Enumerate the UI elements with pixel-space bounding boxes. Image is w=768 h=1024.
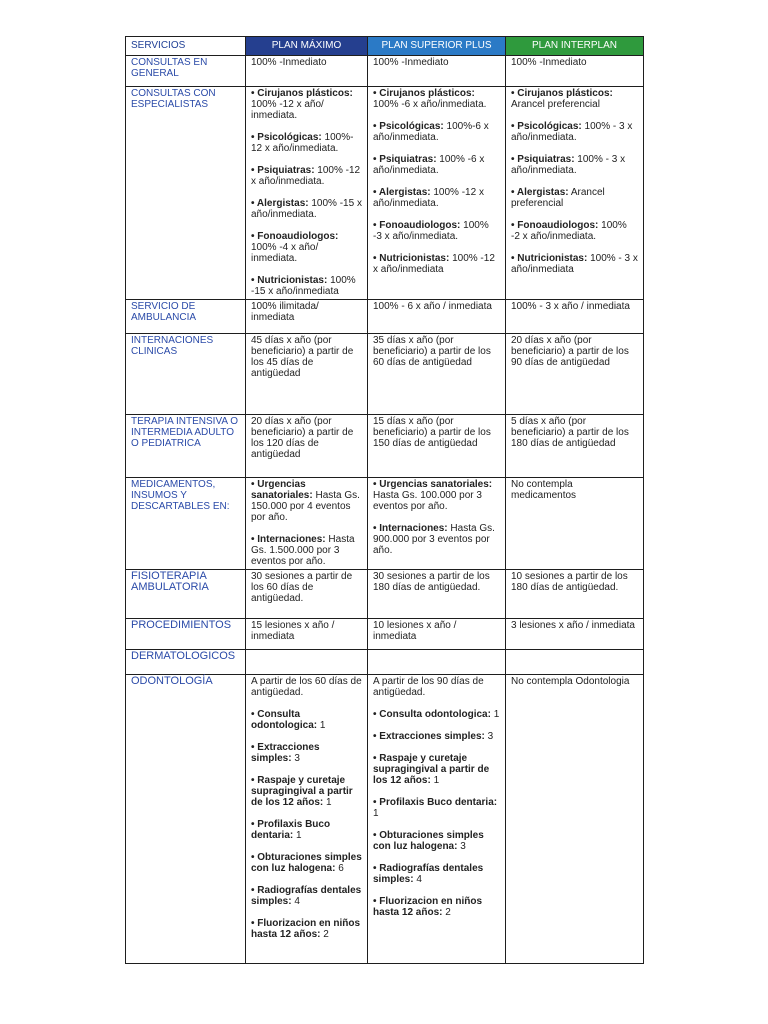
benefit-item <box>251 534 362 567</box>
benefit-item <box>511 187 638 209</box>
benefit-item <box>251 198 362 220</box>
cell-plan3: 5 días x año (por beneficiario) a partir de los 180 días de antigüedad <box>506 415 644 478</box>
benefit-item <box>251 918 362 940</box>
cell-plan3: 10 sesiones a partir de los 180 días de antigüedad. <box>506 570 644 619</box>
table-row <box>126 56 644 87</box>
benefit-name: • Nutricionistas: <box>511 253 588 264</box>
benefit-name: • Profilaxis Buco dentaria: <box>251 819 331 841</box>
benefit-value: 4 <box>413 874 422 885</box>
benefit-item <box>373 830 500 852</box>
benefit-value: 1 <box>373 808 379 819</box>
row-label-dermatologicos: DERMATOLOGICOS <box>126 650 246 675</box>
benefit-name: • Cirujanos plásticos: <box>373 88 475 99</box>
benefit-name: • Nutricionistas: <box>251 275 328 286</box>
benefit-name: • Fonoaudiologos: <box>373 220 461 231</box>
cell-plan3 <box>506 650 644 675</box>
cell-plan2 <box>368 478 506 570</box>
benefit-value: 1 <box>323 797 332 808</box>
benefit-item <box>373 731 500 742</box>
cell-plan1: 30 sesiones a partir de los 60 días de antigüedad. <box>246 570 368 619</box>
benefit-value: 100% -12 x año/inmediata <box>373 253 495 275</box>
benefit-name: • Raspaje y curetaje supragingival a partir de los 12 años: <box>373 753 490 786</box>
benefit-item <box>373 121 500 143</box>
benefit-value: 100% -12 x año/inmediata. <box>373 187 484 209</box>
table-row <box>126 619 644 650</box>
cell-plan3: 3 lesiones x año / inmediata <box>506 619 644 650</box>
cell-plan3: 20 días x año (por beneficiario) a partir de los 90 días de antigüedad <box>506 334 644 415</box>
benefit-value: 100% -12 x año/ inmediata. <box>251 99 324 121</box>
benefit-item <box>251 165 362 187</box>
table-row <box>126 675 644 964</box>
row-label-terapia: TERAPIA INTENSIVA O INTERMEDIA ADULTO O PEDIATRICA <box>126 415 246 478</box>
benefit-item <box>373 797 500 819</box>
benefit-name: • Fonoaudiologos: <box>511 220 599 231</box>
benefit-value: 4 <box>291 896 300 907</box>
benefit-item <box>251 88 362 121</box>
benefit-value: 100% -6 x año/inmediata. <box>373 99 487 110</box>
benefit-name: • Alergistas: <box>511 187 569 198</box>
benefit-item <box>251 479 362 523</box>
benefit-name: • Obturaciones simples con luz halogena: <box>251 852 362 874</box>
benefit-item <box>251 275 362 297</box>
table-row <box>126 415 644 478</box>
benefit-name: • Psicológicas: <box>373 121 444 132</box>
benefit-value: 100%- 12 x año/inmediata. <box>251 132 354 154</box>
benefit-value: Hasta Gs. 150.000 por 4 eventos por año. <box>251 490 360 523</box>
header-plan-interplan: PLAN INTERPLAN <box>506 37 644 56</box>
benefit-value: 1 <box>430 775 440 786</box>
benefit-item <box>373 863 500 885</box>
cell-plan1: 100% -Inmediato <box>246 56 368 87</box>
benefit-name: • Fluorizacion en niños hasta 12 años: <box>251 918 361 940</box>
benefit-item <box>373 154 500 176</box>
benefit-item <box>251 775 362 808</box>
odontologia-list <box>373 709 500 918</box>
benefit-value: 100% -6 x año/inmediata. <box>373 154 485 176</box>
benefit-value: 1 <box>490 709 500 720</box>
benefit-value: 100% -3 x año/inmediata. <box>373 220 489 242</box>
benefit-name: • Extracciones simples: <box>251 742 320 764</box>
cell-plan3: 100% - 3 x año / inmediata <box>506 300 644 334</box>
benefit-item <box>373 523 500 556</box>
plans-comparison-table <box>125 36 644 964</box>
benefit-value: 2 <box>442 907 451 918</box>
benefit-item <box>373 709 500 720</box>
benefit-value: 1 <box>317 720 326 731</box>
benefit-name: • Extracciones simples: <box>373 731 485 742</box>
benefit-value: Hasta Gs. 100.000 por 3 eventos por año. <box>373 490 482 512</box>
benefit-item <box>373 187 500 209</box>
row-label-internaciones: INTERNACIONES CLINICAS <box>126 334 246 415</box>
benefit-name: • Internaciones: <box>373 523 448 534</box>
benefit-value: 3 <box>291 753 300 764</box>
table-row <box>126 334 644 415</box>
benefit-name: • Alergistas: <box>251 198 309 209</box>
benefit-name: • Obturaciones simples con luz halogena: <box>373 830 484 852</box>
row-label-procedimientos: PROCEDIMIENTOS <box>126 619 246 650</box>
cell-plan3 <box>506 87 644 300</box>
benefit-item <box>511 253 638 275</box>
benefit-value: 100% -4 x año/ inmediata. <box>251 242 319 264</box>
benefit-value: Arancel preferencial <box>511 187 605 209</box>
table-row <box>126 478 644 570</box>
cell-plan1: 15 lesiones x año / inmediata <box>246 619 368 650</box>
benefit-name: • Psiquiatras: <box>511 154 575 165</box>
row-label-medicamentos: MEDICAMENTOS, INSUMOS Y DESCARTABLES EN: <box>126 478 246 570</box>
benefit-item <box>373 896 500 918</box>
cell-plan2: 10 lesiones x año / inmediata <box>368 619 506 650</box>
odontologia-intro: A partir de los 90 días de antigüedad. <box>373 676 484 698</box>
benefit-value: Hasta Gs. 900.000 por 3 eventos por año. <box>373 523 495 556</box>
header-plan-superior-plus: PLAN SUPERIOR PLUS <box>368 37 506 56</box>
benefit-name: • Psiquiatras: <box>251 165 315 176</box>
cell-plan2 <box>368 675 506 964</box>
benefit-name: • Fonoaudiologos: <box>251 231 339 242</box>
benefit-name: • Raspaje y curetaje supragingival a partir de los 12 años: <box>251 775 353 808</box>
benefit-name: • Psiquiatras: <box>373 154 437 165</box>
cell-plan2: 30 sesiones a partir de los 180 días de antigüedad. <box>368 570 506 619</box>
header-plan-maximo: PLAN MÁXIMO <box>246 37 368 56</box>
cell-plan3: No contempla Odontologia <box>506 675 644 964</box>
benefit-name: • Cirujanos plásticos: <box>511 88 613 99</box>
benefit-value: 6 <box>335 863 344 874</box>
benefit-name: • Radiografías dentales simples: <box>373 863 484 885</box>
benefit-item <box>251 819 362 841</box>
benefit-name: • Cirujanos plásticos: <box>251 88 353 99</box>
benefit-name: • Consulta odontologica: <box>373 709 491 720</box>
benefit-item <box>251 231 362 264</box>
row-label-odontologia: ODONTOLOGÍA <box>126 675 246 964</box>
benefit-value: 3 <box>484 731 494 742</box>
benefit-item <box>251 132 362 154</box>
benefit-value: Arancel preferencial <box>511 99 600 110</box>
benefit-item <box>251 852 362 874</box>
cell-plan3: 100% -Inmediato <box>506 56 644 87</box>
benefit-value: 3 <box>457 841 466 852</box>
benefit-item <box>511 220 638 242</box>
benefit-item <box>373 88 500 110</box>
cell-plan3: No contempla medicamentos <box>506 478 644 570</box>
cell-plan2: 100% -Inmediato <box>368 56 506 87</box>
benefit-item <box>511 88 638 110</box>
benefit-name: • Psicológicas: <box>251 132 322 143</box>
benefit-name: • Profilaxis Buco dentaria: <box>373 797 498 808</box>
header-services: SERVICIOS <box>126 37 246 56</box>
table-row <box>126 300 644 334</box>
header-row <box>126 37 644 56</box>
benefit-item <box>373 479 500 512</box>
benefit-value: 2 <box>320 929 329 940</box>
benefit-name: • Psicológicas: <box>511 121 582 132</box>
cell-plan2: 100% - 6 x año / inmediata <box>368 300 506 334</box>
table-row <box>126 570 644 619</box>
table-row <box>126 650 644 675</box>
benefit-name: • Urgencias sanatoriales: <box>373 479 493 490</box>
benefit-value: 100% - 3 x año/inmediata. <box>511 154 626 176</box>
benefit-value: 1 <box>293 830 302 841</box>
odontologia-list <box>251 709 362 940</box>
row-label-especialistas: CONSULTAS CON ESPECIALISTAS <box>126 87 246 300</box>
benefit-name: • Internaciones: <box>251 534 326 545</box>
benefit-item <box>373 220 500 242</box>
cell-plan1 <box>246 478 368 570</box>
benefit-value: 100% -2 x año/inmediata. <box>511 220 627 242</box>
cell-plan2: 15 días x año (por beneficiario) a partir de los 150 días de antigüedad <box>368 415 506 478</box>
benefit-item <box>251 742 362 764</box>
row-label-consultas-general: CONSULTAS EN GENERAL <box>126 56 246 87</box>
cell-plan1 <box>246 87 368 300</box>
benefit-name: • Radiografías dentales simples: <box>251 885 362 907</box>
benefit-value: 100% -15 x año/inmediata <box>251 275 356 297</box>
benefit-name: • Urgencias sanatoriales: <box>251 479 313 501</box>
benefit-item <box>251 885 362 907</box>
benefit-item <box>373 253 500 275</box>
row-label-fisioterapia: FISIOTERAPIA AMBULATORIA <box>126 570 246 619</box>
cell-plan1: 20 días x año (por beneficiario) a partir de los 120 días de antigüedad <box>246 415 368 478</box>
cell-plan2 <box>368 87 506 300</box>
benefit-value: Hasta Gs. 1.500.000 por 3 eventos por año. <box>251 534 355 567</box>
benefit-item <box>511 154 638 176</box>
cell-plan1 <box>246 650 368 675</box>
benefit-value: 100% -15 x año/inmediata. <box>251 198 362 220</box>
cell-plan2: 35 días x año (por beneficiario) a partir de los 60 días de antigüedad <box>368 334 506 415</box>
table-row <box>126 87 644 300</box>
benefit-name: • Nutricionistas: <box>373 253 450 264</box>
benefit-name: • Consulta odontologica: <box>251 709 318 731</box>
benefit-value: 100% - 3 x año/inmediata. <box>511 121 633 143</box>
benefit-item <box>251 709 362 731</box>
benefit-item <box>511 121 638 143</box>
benefit-value: 100%-6 x año/inmediata. <box>373 121 489 143</box>
cell-plan2 <box>368 650 506 675</box>
row-label-ambulancia: SERVICIO DE AMBULANCIA <box>126 300 246 334</box>
benefit-item <box>373 753 500 786</box>
cell-plan1 <box>246 675 368 964</box>
benefit-name: • Fluorizacion en niños hasta 12 años: <box>373 896 483 918</box>
cell-plan1: 100% ilimitada/ inmediata <box>246 300 368 334</box>
cell-plan1: 45 días x año (por beneficiario) a partir de los 45 días de antigüedad <box>246 334 368 415</box>
benefit-name: • Alergistas: <box>373 187 431 198</box>
benefit-value: 100% -12 x año/inmediata. <box>251 165 361 187</box>
benefit-value: 100% - 3 x año/inmediata <box>511 253 638 275</box>
odontologia-intro: A partir de los 60 días de antigüedad. <box>251 676 362 698</box>
